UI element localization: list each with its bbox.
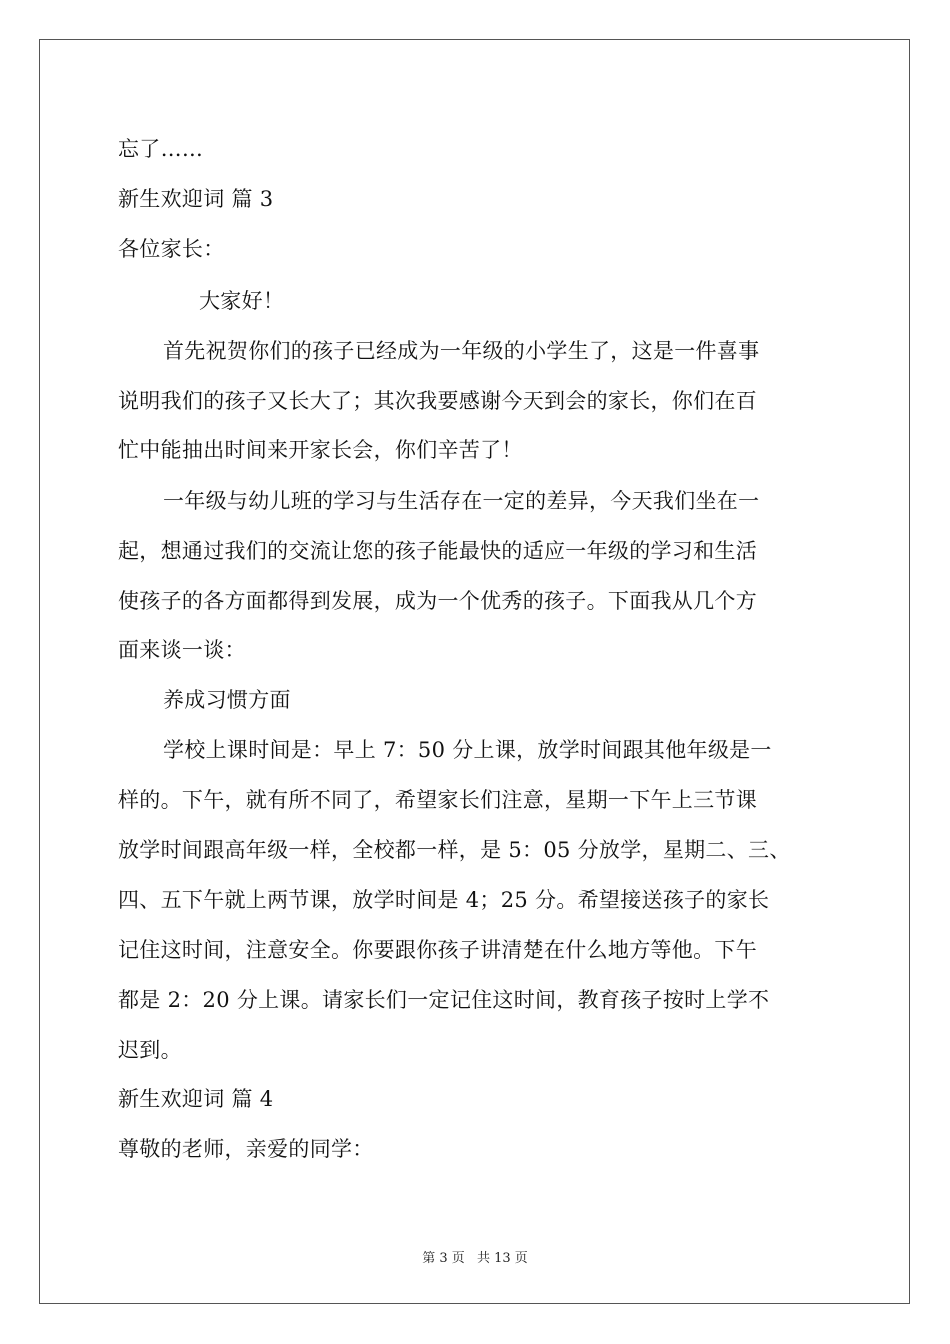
paragraph-line: 放学时间跟高年级一样，全校都一样，是 5：05 分放学，星期二、三、 <box>118 838 791 862</box>
paragraph-line: 面来谈一谈： <box>118 638 246 662</box>
paragraph-line: 都是 2：20 分上课。请家长们一定记住这时间，教育孩子按时上学不 <box>118 988 770 1012</box>
text-line: 忘了…… <box>118 137 204 161</box>
paragraph-line: 一年级与幼儿班的学习与生活存在一定的差异，今天我们坐在一 <box>163 489 760 513</box>
page-border <box>39 39 910 1304</box>
page-total: 共 13 页 <box>476 1251 528 1266</box>
section-heading: 新生欢迎词 篇 4 <box>118 1087 274 1111</box>
paragraph-line: 使孩子的各方面都得到发展，成为一个优秀的孩子。下面我从几个方 <box>118 589 757 613</box>
paragraph-line: 学校上课时间是：早上 7：50 分上课，放学时间跟其他年级是一 <box>163 738 772 762</box>
paragraph-line: 记住这时间，注意安全。你要跟你孩子讲清楚在什么地方等他。下午 <box>118 938 757 962</box>
salutation: 尊敬的老师，亲爱的同学： <box>118 1137 374 1161</box>
subheading: 养成习惯方面 <box>163 688 291 712</box>
paragraph-line: 首先祝贺你们的孩子已经成为一年级的小学生了，这是一件喜事 <box>163 339 760 363</box>
paragraph-line: 迟到。 <box>118 1038 182 1062</box>
paragraph-line: 四、五下午就上两节课，放学时间是 4；25 分。希望接送孩子的家长 <box>118 888 770 912</box>
paragraph-line: 样的。下午，就有所不同了，希望家长们注意，星期一下午上三节课 <box>118 788 757 812</box>
page-number: 第 3 页 <box>422 1251 465 1266</box>
paragraph-line: 起，想通过我们的交流让您的孩子能最快的适应一年级的学习和生活 <box>118 539 757 563</box>
paragraph-line: 说明我们的孩子又长大了；其次我要感谢今天到会的家长，你们在百 <box>118 389 757 413</box>
paragraph-line: 忙中能抽出时间来开家长会，你们辛苦了！ <box>118 438 523 462</box>
salutation: 各位家长： <box>118 237 225 261</box>
page-footer <box>0 1247 950 1266</box>
greeting: 大家好！ <box>199 289 285 313</box>
section-heading: 新生欢迎词 篇 3 <box>118 187 274 211</box>
